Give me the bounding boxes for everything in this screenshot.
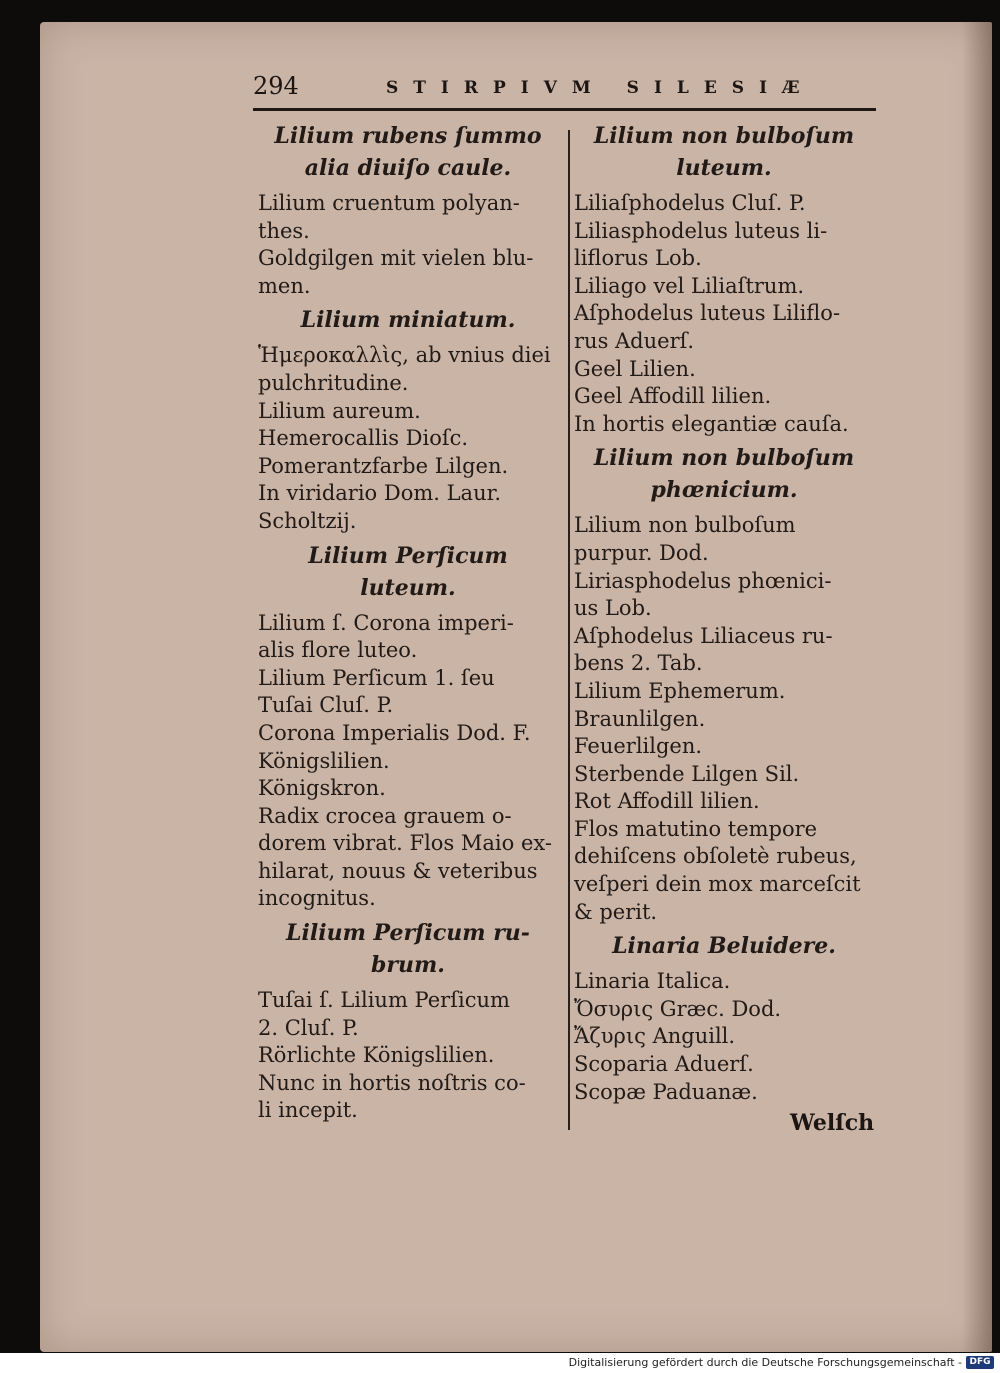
entry-heading: Lilium miniatum. xyxy=(300,307,516,334)
left-column xyxy=(258,120,558,1129)
text-line: Liriasphodelus phœnici- xyxy=(574,568,832,593)
text-line: dehiſcens obſoletè rubeus, xyxy=(574,844,857,869)
entry-heading: Lilium non bulboſum luteum. xyxy=(593,123,855,181)
text-line: Lilium Perſicum 1. ſeu xyxy=(258,665,495,690)
text-line: Liliaſphodelus Cluſ. P. xyxy=(574,191,806,215)
text-line: pulchritudine. xyxy=(258,370,409,395)
text-line: Liliasphodelus luteus li- xyxy=(574,218,828,243)
text-line: Aſphodelus luteus Liliflo- xyxy=(574,301,841,326)
right-column xyxy=(574,120,874,1110)
text-line: Ὄσυρις Græc. Dod. xyxy=(574,996,782,1021)
text-line: Aſphodelus Liliaceus ru- xyxy=(574,623,833,648)
text-line: Scholtzij. xyxy=(258,508,357,533)
dfg-logo: DFG xyxy=(966,1356,994,1369)
text-line: alis flore luteo. xyxy=(258,638,418,663)
text-line: li incepit. xyxy=(258,1098,358,1123)
text-line: Lilium non bulboſum xyxy=(574,513,796,538)
text-line: Liliago vel Liliaſtrum. xyxy=(574,273,805,298)
catchword: Welſch xyxy=(790,1110,875,1136)
text-line: bens 2. Tab. xyxy=(574,651,703,676)
text-line: Nunc in hortis noſtris co- xyxy=(258,1070,526,1095)
digitization-footer xyxy=(0,1353,1000,1373)
gutter-shadow xyxy=(962,22,992,1352)
text-line: Tuſai ſ. Lilium Perſicum xyxy=(258,988,510,1013)
text-line: Ἄζυρις Anguill. xyxy=(574,1024,736,1049)
entry xyxy=(258,304,558,535)
text-line: purpur. Dod. xyxy=(574,540,709,565)
text-line: Lilium Ephemerum. xyxy=(574,678,786,703)
text-line: Ἡμεροκαλλὶς, ab vnius diei xyxy=(258,343,551,368)
text-line: Königskron. xyxy=(258,776,386,801)
text-line: Tuſai Cluſ. P. xyxy=(258,693,394,718)
text-line: Goldgilgen mit vielen blu- xyxy=(258,246,534,271)
column-divider xyxy=(568,130,570,1130)
text-line: 2. Cluſ. P. xyxy=(258,1015,359,1040)
text-line: Rot Affodill lilien. xyxy=(574,789,760,814)
text-line: liflorus Lob. xyxy=(574,246,702,271)
entry xyxy=(258,917,558,1125)
text-line: veſperi dein mox marceſcit xyxy=(574,872,861,897)
text-line: thes. xyxy=(258,218,310,243)
text-line: & perit. xyxy=(574,899,658,924)
entry-heading: Linaria Beluidere. xyxy=(612,933,836,960)
entry-heading: Lilium rubens ſummo alia diuiſo caule. xyxy=(274,123,542,181)
text-line: Rörlichte Königslilien. xyxy=(258,1043,495,1068)
text-line: Geel Affodill lilien. xyxy=(574,384,772,409)
text-line: Hemerocallis Dioſc. xyxy=(258,426,469,451)
text-line: Braunlilgen. xyxy=(574,706,706,731)
text-line: Lilium cruentum polyan- xyxy=(258,191,520,215)
entry xyxy=(574,930,874,1106)
text-line: Pomerantzfarbe Lilgen. xyxy=(258,453,509,478)
text-line: Corona Imperialis Dod. F. xyxy=(258,720,531,745)
entry-heading: Lilium Perſicum ru-brum. xyxy=(286,920,530,979)
text-line: Scoparia Aduerſ. xyxy=(574,1052,754,1077)
text-line: Flos matutino tempore xyxy=(574,816,818,841)
text-line: Geel Lilien. xyxy=(574,356,696,381)
text-line: Linaria Italica. xyxy=(574,969,731,994)
text-line: rus Aduerſ. xyxy=(574,328,695,353)
page-number: 294 xyxy=(253,72,299,100)
text-line: Scopæ Paduanæ. xyxy=(574,1079,758,1104)
text-line: incognitus. xyxy=(258,886,376,911)
entry xyxy=(574,120,874,438)
entry xyxy=(574,442,874,926)
text-line: Lilium aureum. xyxy=(258,398,421,423)
text-line: men. xyxy=(258,273,311,298)
text-line: In hortis elegantiæ cauſa. xyxy=(574,411,849,436)
entry-heading: Lilium non bulboſum phœnicium. xyxy=(593,445,855,504)
text-line: Feuerlilgen. xyxy=(574,734,703,759)
text-line: Lilium ſ. Corona imperi- xyxy=(258,610,514,635)
text-line: Königslilien. xyxy=(258,748,390,773)
entry-heading: Lilium Perſicum luteum. xyxy=(308,542,508,601)
running-head: STIRPIVM SILESIÆ xyxy=(386,78,815,98)
text-line: hilarat, nouus & veteribus xyxy=(258,858,538,883)
text-line: In viridario Dom. Laur. xyxy=(258,481,502,506)
entry xyxy=(258,120,558,300)
footer-credit: Digitalisierung gefördert durch die Deutsche Forschungsgemeinschaft - xyxy=(568,1356,962,1369)
entry xyxy=(258,540,558,914)
text-line: Sterbende Lilgen Sil. xyxy=(574,761,800,786)
text-line: Radix crocea grauem o- xyxy=(258,803,512,828)
text-line: us Lob. xyxy=(574,596,652,621)
text-line: dorem vibrat. Flos Maio ex- xyxy=(258,831,552,856)
header-rule xyxy=(253,108,876,111)
